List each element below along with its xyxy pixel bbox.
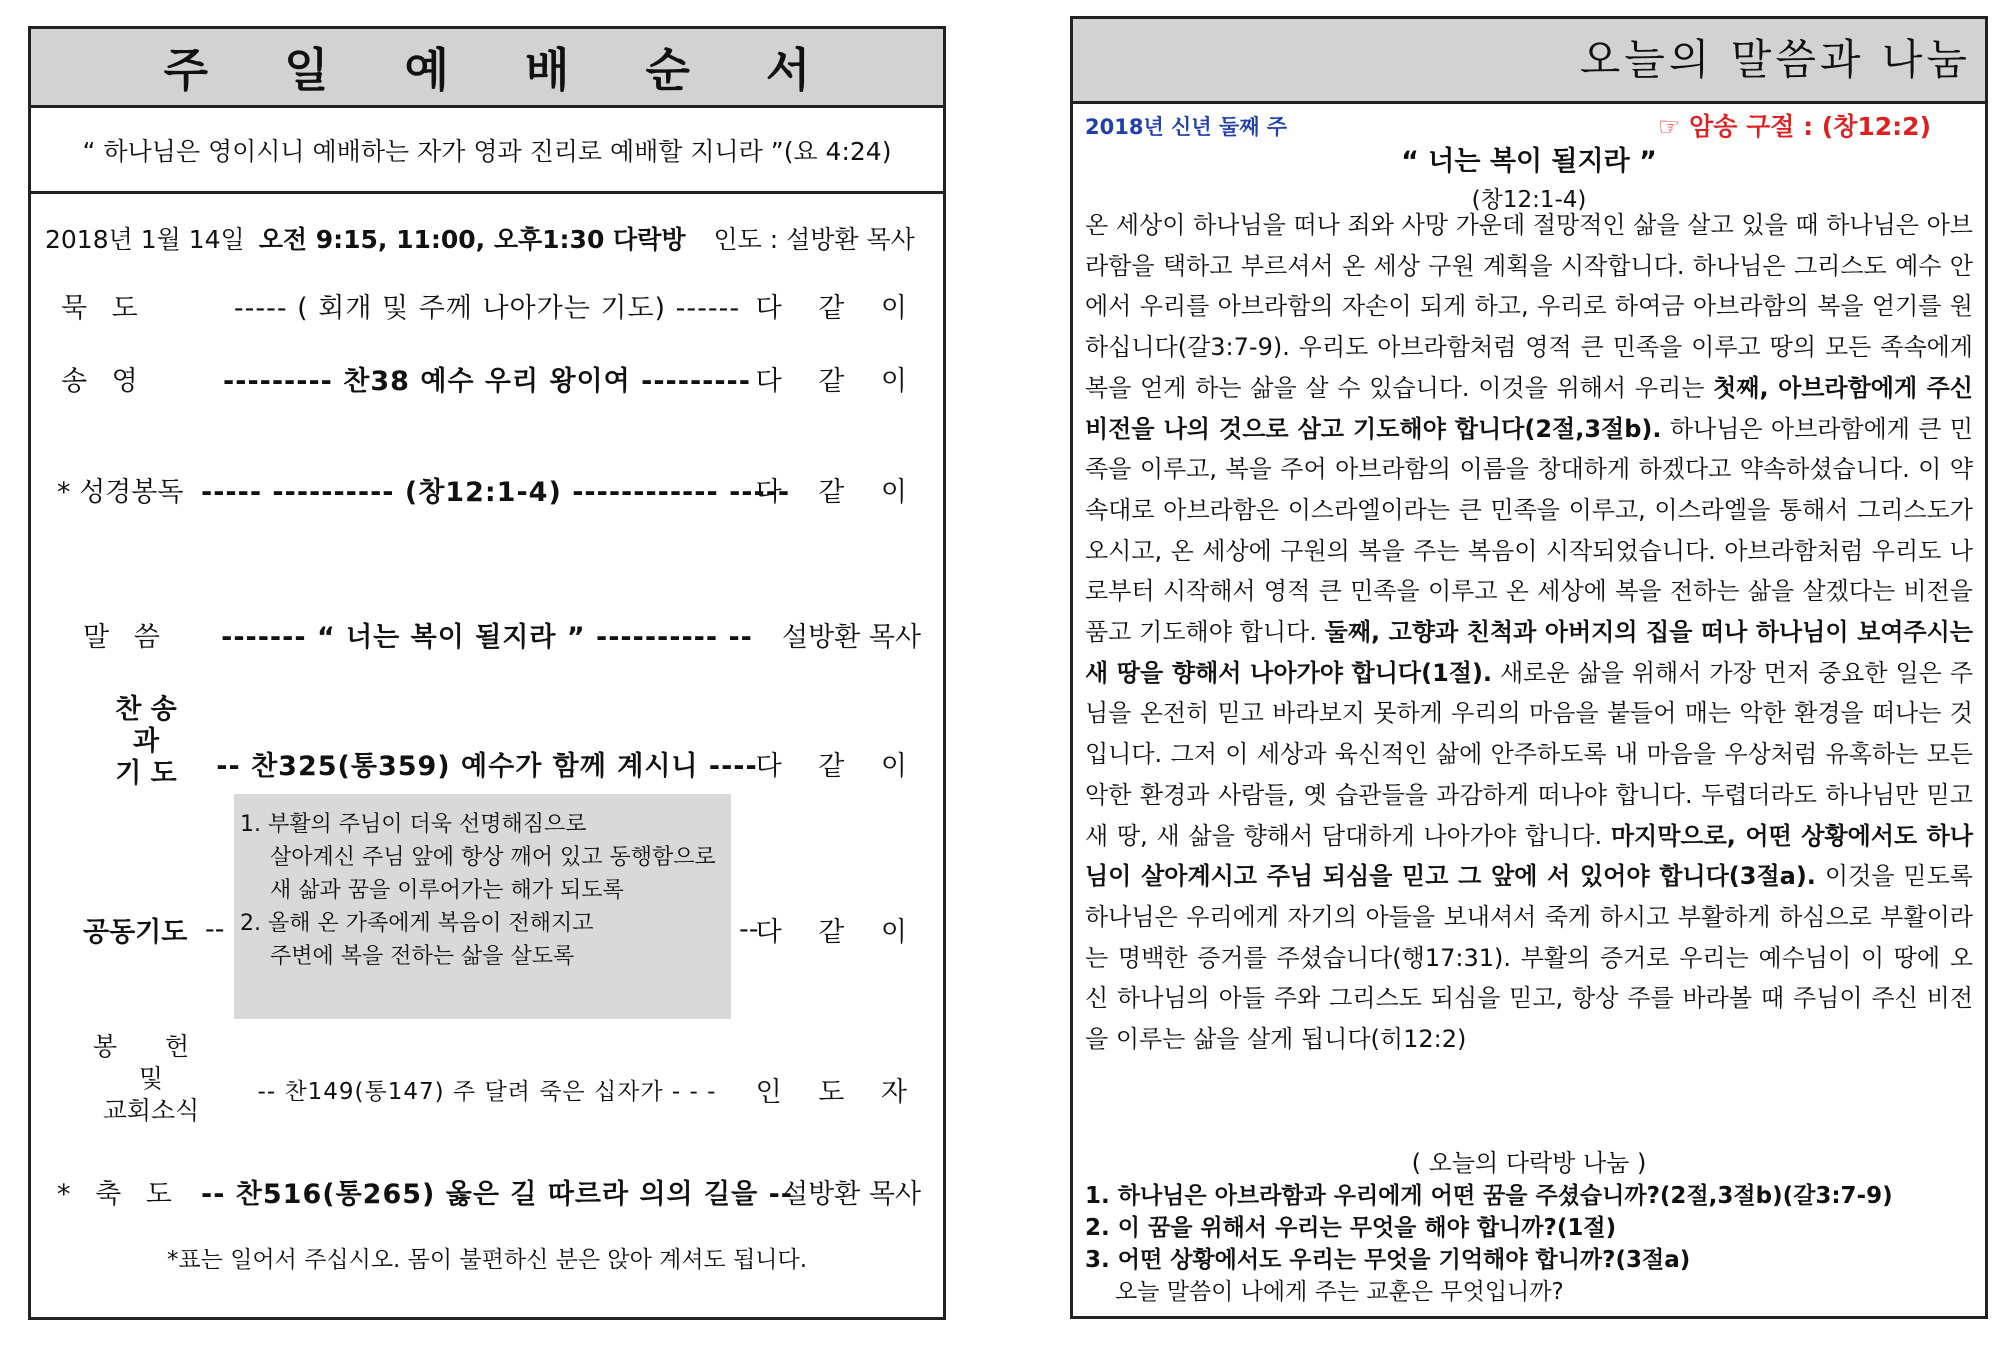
prayer-line: 살아계신 주님 앞에 항상 깨어 있고 동행함으로	[270, 845, 716, 870]
body-emphasis: 마지막으로, 어떤 상황에서도 하나님이 살아계시고 주님 되심을 믿고 그 앞에 서 있어야 합니다(3절a).	[1085, 821, 1973, 891]
sermon-reference: (창12:1-4)	[1471, 187, 1587, 213]
order-item-performer: 설방환 목사	[782, 1178, 921, 1210]
today-word-panel	[1070, 16, 1988, 1319]
order-item-performer: 설방환 목사	[782, 621, 921, 653]
order-item-name: 공동기도	[83, 916, 188, 948]
order-item-dash: --	[205, 913, 225, 945]
worship-order-panel	[28, 26, 946, 1320]
prayer-requests-box	[234, 794, 731, 1019]
order-item-detail: -- 찬516(통265) 옳은 길 따르라 의의 길을 --	[201, 1178, 794, 1210]
order-item-detail: ----- ---------- (창12:1-4) ------------ -----	[201, 476, 791, 508]
order-item-performer: 다 같 이	[755, 476, 921, 508]
order-item-offering-name: 봉 헌 및 교회소식	[92, 1032, 210, 1125]
order-item-detail: -- 찬325(통359) 예수가 함께 계시니 ----	[216, 750, 758, 782]
order-item-sermon	[31, 606, 943, 662]
order-item-performer: 다 같 이	[755, 292, 921, 324]
memory-verse: ☞ 암송 구절 : (창12:2)	[1657, 112, 1931, 141]
order-item-detail: ----- ( 회개 및 주께 나아가는 기도) ------	[233, 292, 741, 324]
footnote: *표는 일어서 주십시오. 몸이 불편하신 분은 앉아 계셔도 됩니다.	[166, 1247, 808, 1273]
theme-verse: “ 하나님은 영이시니 예배하는 자가 영과 진리로 예배할 지니라 ”(요 4:24)	[31, 108, 943, 194]
sermon-body	[1085, 205, 1973, 1060]
order-item-scripture-reading	[31, 461, 943, 517]
prayer-line: 1. 부활의 주님이 더욱 선명해짐으로	[240, 812, 587, 837]
discussion-question: 오늘 말씀이 나에게 주는 교훈은 무엇입니까?	[1115, 1279, 1564, 1305]
today-word-title: 오늘의 말씀과 나눔	[1579, 35, 1971, 84]
order-item-detail: ------- “ 너는 복이 될지라 ” ---------- --	[221, 621, 753, 653]
week-label: 2018년 신년 둘째 주	[1085, 115, 1288, 139]
order-item-name: * 축 도	[57, 1178, 180, 1210]
order-item-benediction	[31, 1163, 943, 1219]
discussion-question: 1. 하나님은 아브라함과 우리에게 어떤 꿈을 주셨습니까?(2절,3절b)(갈3:7-9)	[1085, 1183, 1893, 1209]
discussion-question: 3. 어떤 상황에서도 우리는 무엇을 기억해야 합니까?(3절a)	[1085, 1247, 1691, 1273]
order-item-hymn-prayer	[31, 735, 943, 791]
service-leader: 인도 : 설방환 목사	[713, 225, 915, 254]
today-word-title-bar	[1073, 19, 1985, 104]
order-item-name: 송 영	[61, 365, 146, 397]
order-item-name: 말 씀	[83, 621, 168, 653]
order-item-performer: 다 같 이	[755, 916, 921, 948]
order-item-performer: 다 같 이	[755, 365, 921, 397]
order-item-performer: 인 도 자	[755, 1076, 921, 1108]
service-info	[45, 194, 929, 282]
order-item-name: 묵 도	[61, 292, 146, 324]
order-item-silent-prayer	[31, 277, 943, 333]
order-item-performer: 다 같 이	[755, 750, 921, 782]
discussion-title: ( 오늘의 다락방 나눔 )	[1411, 1149, 1647, 1177]
worship-order-title-bar	[31, 29, 943, 108]
prayer-line: 새 삶과 꿈을 이루어가는 해가 되도록	[270, 878, 624, 903]
body-text: 새로운 삶을 위해서 가장 먼저 중요한 일은 주님을 온전히 믿고 바라보지 못하게 우리의 마음을 붙들어 매는 악한 환경을 떠나는 것입니다. 그저 이 세상과 육신적인 삶에 안주하도록 내 마음을 우상처럼 유혹하는 모든 악한 환경과 사람들, 옛 습관들을 과감하게 떠나야 합니다. 두렵더라도 하나님만 믿고 새 땅, 새 삶을 향해서 담대하게 나아가야 합니다.	[1085, 658, 1973, 850]
order-item-dash: --	[739, 913, 759, 945]
prayer-line: 주변에 복을 전하는 삶을 살도록	[270, 944, 575, 969]
service-times: 오전 9:15, 11:00, 오후1:30 다락방	[258, 225, 686, 254]
order-item-detail: -- 찬149(통147) 주 달려 죽은 십자가 - - -	[257, 1078, 717, 1105]
order-item-hymn-prayer-name: 찬 송 과 기 도	[115, 694, 177, 789]
order-item-name: * 성경봉독	[57, 476, 184, 508]
order-item-detail: --------- 찬38 예수 우리 왕이여 ---------	[223, 365, 751, 397]
body-text: 이것을 믿도록 하나님은 우리에게 자기의 아들을 보내셔서 죽게 하시고 부활하게 하심으로 부활이라는 명백한 증거를 주셨습니다(행17:31). 부활의 증거로 우리는 예수님이 이 땅에 오신 하나님의 아들 주와 그리스도 되심을 믿고, 항상 주를 바라볼 때 주님이 주신 비전을 이루는 삶을 살게 됩니다(히12:2)	[1085, 862, 1973, 1054]
order-item-offering	[31, 1061, 943, 1117]
body-emphasis: 둘째, 고향과 친척과 아버지의 집을 떠나 하나님이 보여주시는 새 땅을 향해서 나아가야 합니다(1절).	[1085, 618, 1973, 687]
order-item-doxology	[31, 350, 943, 406]
worship-order-title: 주 일 예 배 순 서	[163, 43, 841, 97]
body-text: 하나님은 아브라함에게 큰 민족을 이루고, 복을 주어 아브라함의 이름을 창대하게 하겠다고 약속하셨습니다. 이 약속대로 아브라함은 이스라엘이라는 큰 민족을 이루고, 이스라엘을 통해서 그리스도가 오시고, 온 세상에 구원의 복을 주는 복음이 시작되었습니다. 아브라함처럼 우리도 나로부터 시작해서 영적 큰 민족을 이루고 온 세상에 복을 전하는 삶을 살겠다는 비전을 품고 기도해야 합니다.	[1085, 414, 1973, 647]
body-text: 온 세상이 하나님을 떠나 죄와 사망 가운데 절망적인 삶을 살고 있을 때 하나님은 아브라함을 택하고 부르셔서 온 세상 구원 계획을 시작합니다. 하나님은 그리스도 예수 안에서 우리를 아브라함의 자손이 되게 하고, 우리로 하여금 아브라함의 복을 얻기를 원하십니다(갈3:7-9). 우리도 아브라함처럼 영적 큰 민족을 이루고 땅의 모든 족속에게 복을 얻게 하는 삶을 살 수 있습니다. 이것을 위해서 우리는	[1085, 211, 1973, 402]
discussion-question: 2. 이 꿈을 위해서 우리는 무엇을 해야 합니까?(1절)	[1085, 1215, 1617, 1241]
sermon-title: “ 너는 복이 될지라 ”	[1401, 146, 1657, 177]
prayer-line: 2. 올해 온 가족에게 복음이 전해지고	[240, 911, 594, 936]
service-date: 2018년 1월 14일	[45, 225, 245, 254]
body-emphasis: 첫째, 아브라함에게 주신 비전을 나의 것으로 삼고 기도해야 합니다(2절,3절b).	[1085, 373, 1973, 443]
